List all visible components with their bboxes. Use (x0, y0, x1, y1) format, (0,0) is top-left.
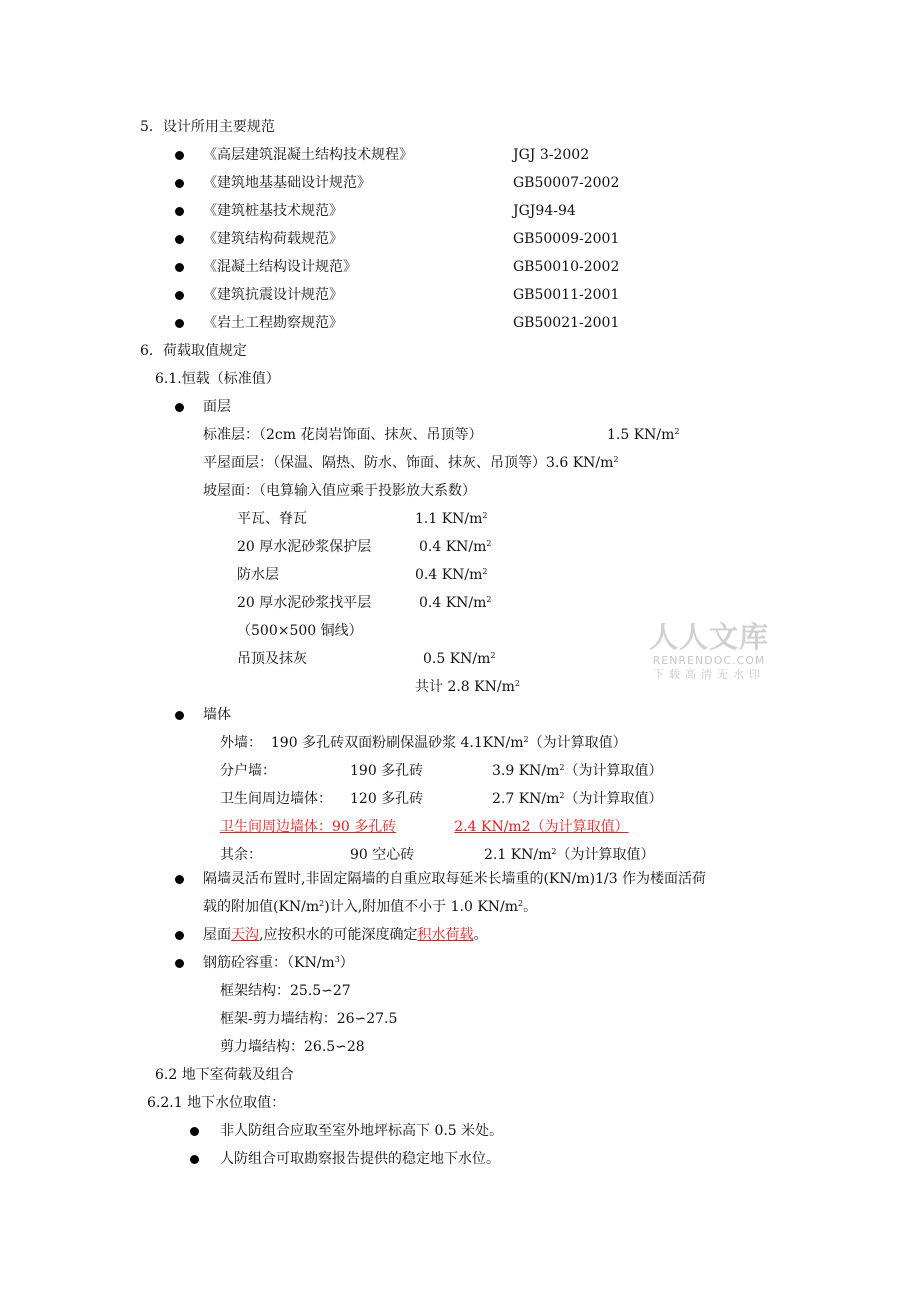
section-5-heading: 5．设计所用主要规范 (140, 119, 275, 135)
watermark-domain: RENRENDOC.COM (652, 654, 766, 667)
wall-row-value-2: 2.7 $KN/m^2$（为计算取值） (492, 791, 663, 807)
roof-layer-value-3: 0.4 $KN/m^2$ (415, 567, 488, 583)
bullet-icon (175, 711, 184, 720)
wall-row-label-1: 分户墙： (220, 763, 276, 779)
roof-layer-value-2: 0.4 $KN/m^2$ (419, 539, 492, 555)
roof-total: 共计 2.8 $KN/m^2$ (415, 679, 520, 695)
roof-layer-label-3: 防水层 (237, 567, 279, 583)
rc-density-title: 钢筋砼容重：$(KN/m^3)$ (203, 955, 354, 971)
roof-layer-label-1: 平瓦、脊瓦 (237, 511, 307, 527)
watermark-title: 人人文库 (648, 620, 769, 654)
wall-row-material-1: 190 多孔砖 (350, 763, 424, 779)
section-6-heading: 6．荷载取值规定 (140, 343, 247, 359)
spec-code-6: GB50011-2001 (513, 287, 620, 303)
bullet-icon (175, 151, 184, 160)
spec-name-3: 《建筑桩基技术规范》 (203, 203, 343, 219)
spec-name-5: 《混凝土结构设计规范》 (203, 259, 357, 275)
watermark (646, 620, 772, 682)
spec-code-4: GB50009-2001 (513, 231, 620, 247)
other-wall-material: 90 空心砖 (350, 847, 415, 863)
bullet-icon (175, 235, 184, 244)
bathroom-wall-red-line: 卫生间周边墙体：90 多孔砖 2.4 KN/m2（为计算取值） (220, 819, 629, 835)
spec-code-2: GB50007-2002 (513, 175, 620, 191)
spec-code-7: GB50021-2001 (513, 315, 620, 331)
ceiling-value: 0.5 $KN/m^2$ (423, 651, 496, 667)
section-6-2-1-heading: 6.2.1 地下水位取值： (147, 1095, 286, 1111)
bullet-icon (175, 291, 184, 300)
flat-roof-line: 平屋面层：（保温、隔热、防水、饰面、抹灰、吊顶等）3.6 $KN/m^2$ (203, 455, 619, 471)
ceiling-label: 吊顶及抹灰 (237, 651, 307, 667)
bullet-icon (175, 207, 184, 216)
bullet-icon (175, 319, 184, 328)
section-6-2-heading: 6.2 地下室荷载及组合 (155, 1067, 294, 1083)
wall-row-material-2: 120 多孔砖 (350, 791, 424, 807)
spec-name-4: 《建筑结构荷载规范》 (203, 231, 343, 247)
rc-density-item-2: 框架-剪力墙结构：26∽27.5 (220, 1011, 398, 1027)
spec-name-6: 《建筑抗震设计规范》 (203, 287, 343, 303)
partition-line-2: 载的附加值$(KN/m^2)$计入,附加值不小于 1.0 $KN/m^2$。 (203, 899, 538, 915)
exterior-wall-line: 外墙： 190 多孔砖双面粉刷保温砂浆 $4.1KN/m^2$（为计算取值） (220, 735, 627, 751)
rc-density-item-1: 框架结构：25.5∽27 (220, 983, 351, 999)
slope-roof-label: 坡屋面：（电算输入值应乘于投影放大系数） (203, 483, 476, 499)
bullet-icon (175, 959, 184, 968)
wall-row-value-1: 3.9 $KN/m^2$（为计算取值） (492, 763, 663, 779)
spec-name-2: 《建筑地基基础设计规范》 (203, 175, 371, 191)
partition-line-1: 隔墙灵活布置时,非固定隔墙的自重应取每延米长墙重的(KN/m)1/3 作为楼面活荷 (203, 871, 707, 887)
standard-floor-label: 标准层：（2cm 花岗岩饰面、抹灰、吊顶等） (203, 427, 483, 443)
mesh-note: （500×500 铜线） (237, 623, 363, 639)
bullet-icon (175, 875, 184, 884)
roof-layer-value-4: 0.4 $KN/m^2$ (419, 595, 492, 611)
gutter-link[interactable]: 天沟 (231, 927, 259, 943)
bullet-icon (175, 403, 184, 412)
spec-code-1: JGJ 3-2002 (513, 147, 590, 163)
watermark-tagline: 下载高清无水印 (653, 668, 765, 681)
roof-layer-value-1: 1.1 $KN/m^2$ (415, 511, 488, 527)
wall-title: 墙体 (203, 707, 231, 723)
bullet-icon (190, 1127, 199, 1136)
bullet-icon (175, 931, 184, 940)
other-wall-value: 2.1 $KN/m^2$（为计算取值） (484, 847, 655, 863)
water-level-item-2: 人防组合可取勘察报告提供的稳定地下水位。 (220, 1151, 500, 1167)
other-wall-label: 其余： (220, 847, 262, 863)
section-6-1-heading: 6.1.恒载（标准值） (155, 371, 280, 387)
bullet-icon (175, 263, 184, 272)
standard-floor-value: 1.5 $KN/m^2$ (607, 427, 680, 443)
wall-row-label-2: 卫生间周边墙体： (220, 791, 332, 807)
water-level-item-1: 非人防组合应取至室外地坪标高下 0.5 米处。 (220, 1123, 504, 1139)
bullet-icon (190, 1155, 199, 1164)
spec-name-7: 《岩土工程勘察规范》 (203, 315, 343, 331)
ponding-load-link[interactable]: 积水荷载 (417, 927, 474, 943)
spec-name-1: 《高层建筑混凝土结构技术规程》 (203, 147, 413, 163)
surface-title: 面层 (203, 399, 231, 415)
roof-layer-label-2: 20 厚水泥砂浆保护层 (237, 539, 372, 555)
spec-code-3: JGJ94-94 (513, 203, 576, 219)
spec-code-5: GB50010-2002 (513, 259, 620, 275)
roof-layer-label-4: 20 厚水泥砂浆找平层 (237, 595, 372, 611)
roof-gutter-line: 屋面天沟,应按积水的可能深度确定积水荷载。 (203, 927, 488, 943)
rc-density-item-3: 剪力墙结构：26.5∽28 (220, 1039, 365, 1055)
bullet-icon (175, 179, 184, 188)
